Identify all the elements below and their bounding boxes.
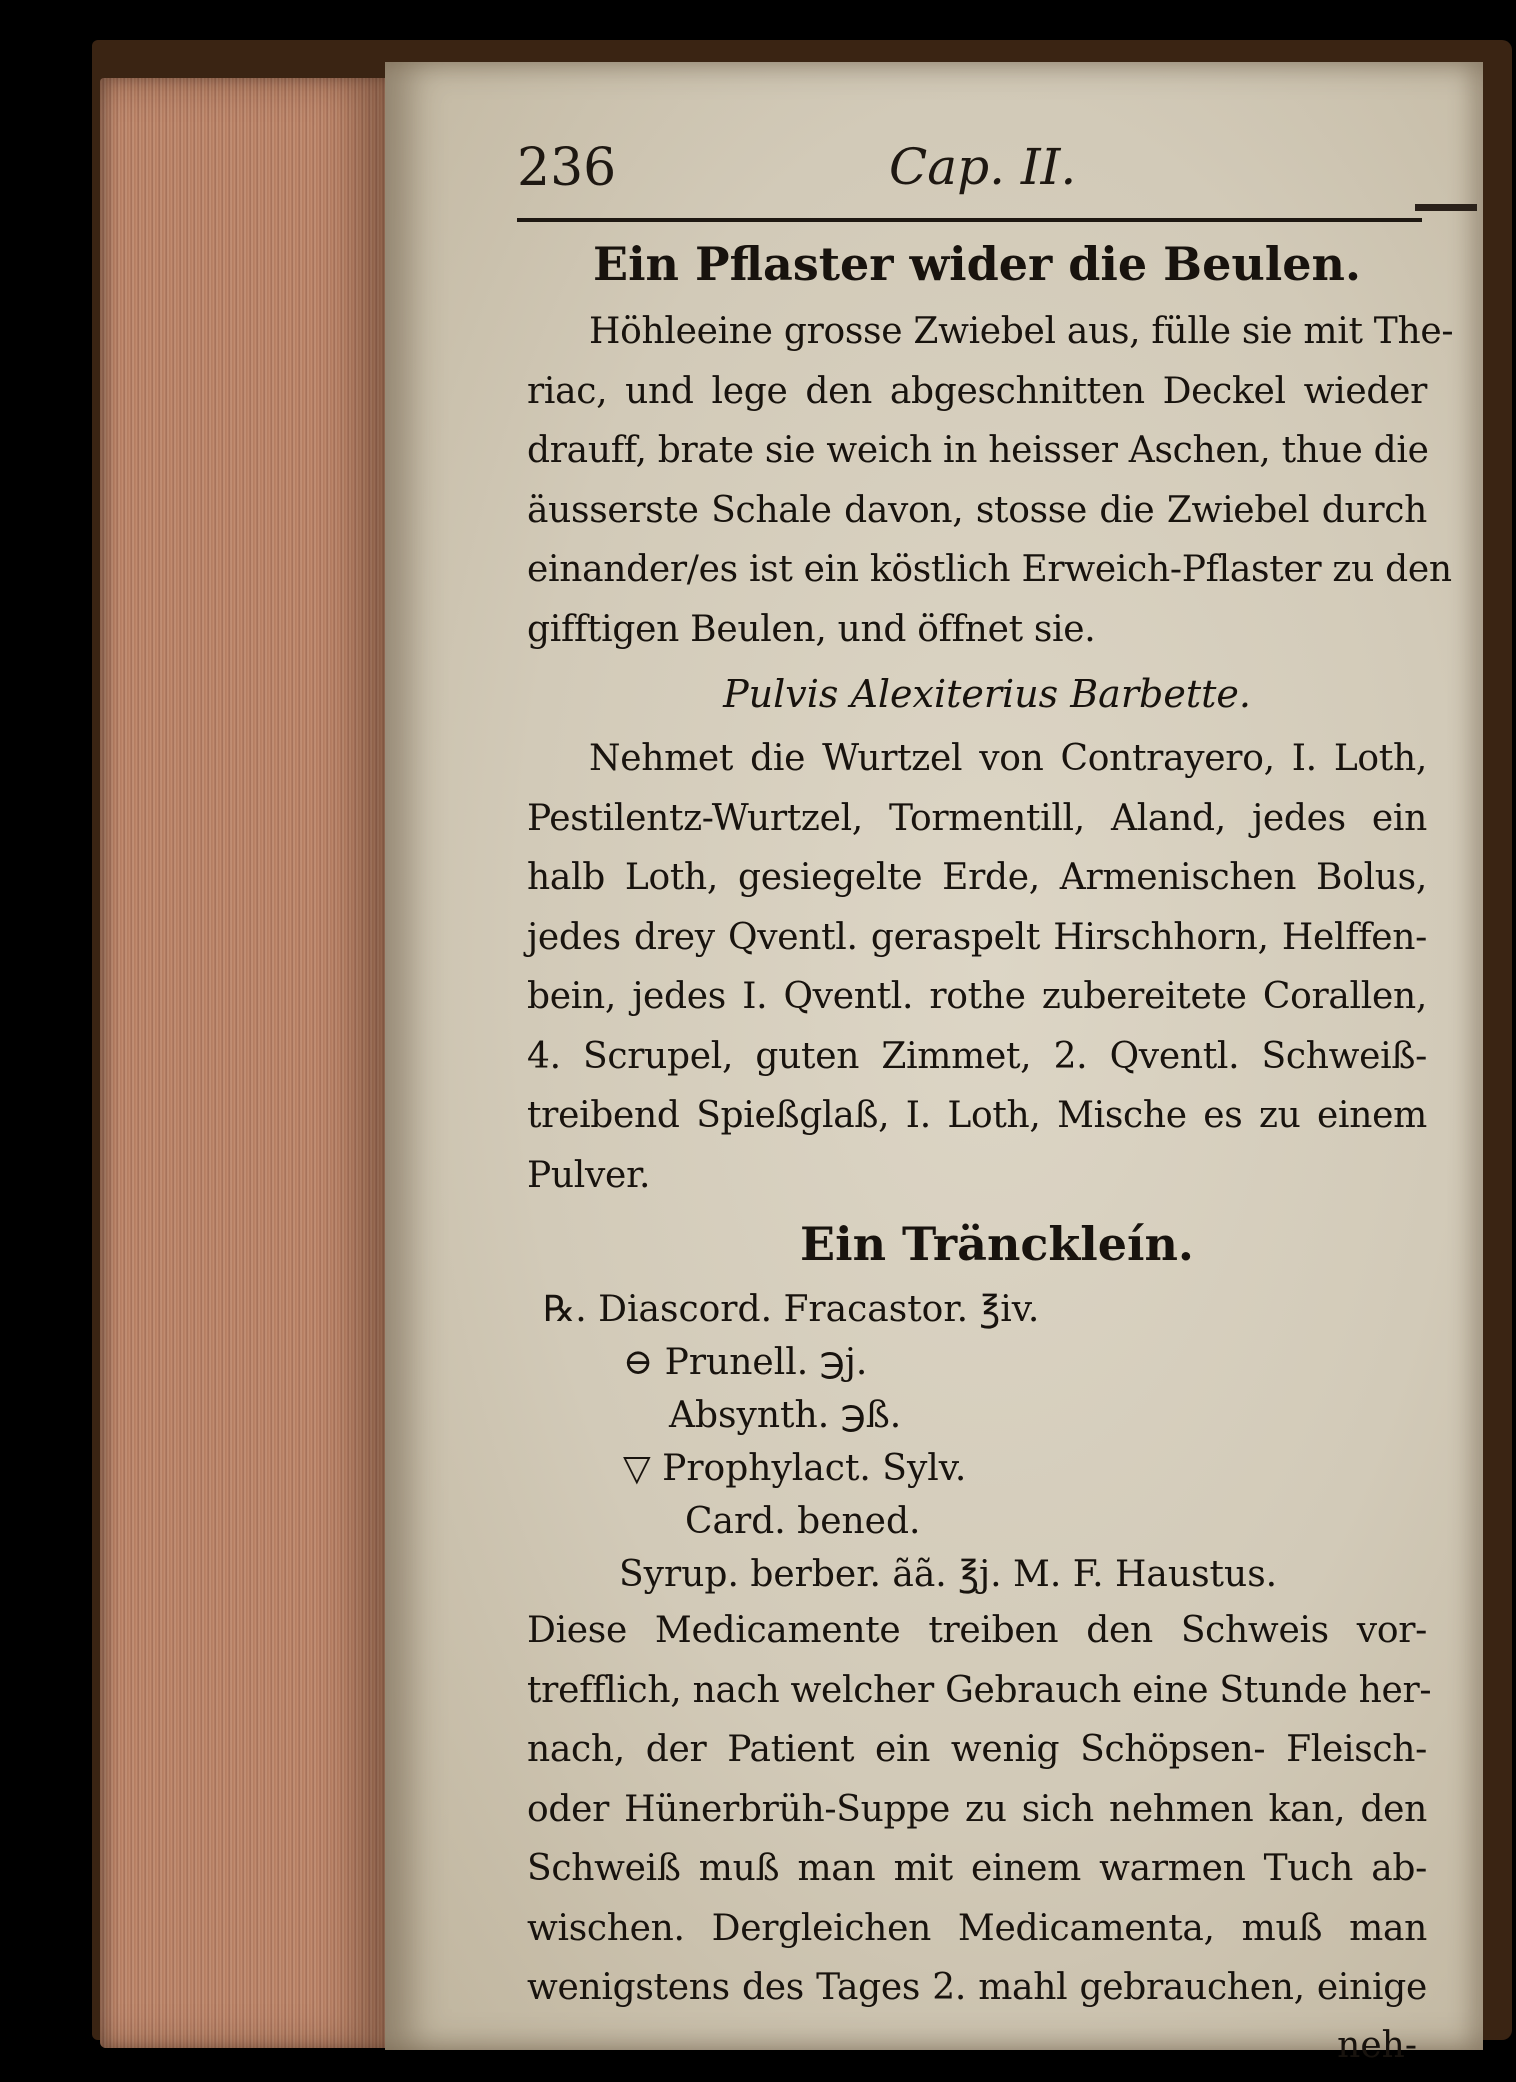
text-line: bein, jedes I. Qventl. rothe zubereitete Corallen,	[527, 976, 1427, 1017]
recipe-line: ▽ Prophylact. Sylv.	[623, 1448, 967, 1489]
header-rule-end	[1415, 204, 1477, 211]
paragraph-draught	[527, 1601, 1432, 2018]
text-line: Pulver.	[527, 1154, 651, 1196]
recipe-line: ⊖ Prunell. ℈j.	[623, 1342, 868, 1383]
text-line: wischen. Dergleichen Medicamenta, muß man	[527, 1907, 1427, 1949]
paragraph-plaster	[527, 302, 1454, 659]
header-rule	[517, 218, 1422, 222]
page-body	[527, 232, 1454, 2074]
text-line: äusserste Schale davon, stosse die Zwiebel durch	[527, 489, 1427, 531]
text-line: treibend Spießglaß, I. Loth, Mische es zu einem	[527, 1095, 1427, 1136]
page-number: 236	[517, 138, 617, 198]
text-line: gifftigen Beulen, und öffnet sie.	[527, 608, 1096, 650]
section-title-draught: Ein Tränckleín.	[800, 1217, 1194, 1271]
page-header	[517, 138, 1417, 210]
book-page	[385, 62, 1483, 2066]
text-line: wenigstens des Tages 2. mahl gebrauchen, einige	[527, 1967, 1427, 2008]
text-line: 4. Scrupel, guten Zimmet, 2. Qventl. Schweiß-	[527, 1035, 1427, 1077]
text-line: Nehmet die Wurtzel von Contrayero, I. Loth,	[589, 738, 1427, 779]
recipe-line: ℞. Diascord. Fracastor. ℥iv.	[543, 1289, 1040, 1330]
text-line: Diese Medicamente treiben den Schweis vor-	[527, 1610, 1427, 1651]
text-line: jedes drey Qventl. geraspelt Hirschhorn, Helffen-	[527, 916, 1427, 958]
text-line: trefflich, nach welcher Gebrauch eine Stunde her-	[527, 1669, 1432, 1711]
recipe-line: Absynth. ℈ß.	[669, 1395, 902, 1436]
text-line: Schweiß muß man mit einem warmen Tuch ab-	[527, 1848, 1427, 1889]
text-line: Höhleeine grosse Zwiebel aus, fülle sie mit The-	[589, 311, 1454, 352]
text-line: halb Loth, gesiegelte Erde, Armenischen Bolus,	[527, 857, 1427, 898]
page-edges	[100, 78, 390, 2048]
text-line: drauff, brate sie weich in heisser Aschen, thue die	[527, 430, 1429, 471]
paragraph-pulvis	[527, 729, 1427, 1205]
recipe-list	[527, 1283, 1427, 1601]
recipe-line: Card. bened.	[685, 1501, 921, 1542]
text-line: nach, der Patient ein wenig Schöpsen- Fleisch-	[527, 1729, 1427, 1770]
text-line: oder Hünerbrüh-Suppe zu sich nehmen kan, den	[527, 1788, 1427, 1830]
section-title-pulvis: Pulvis Alexiterius Barbette.	[723, 672, 1251, 716]
text-line: riac, und lege den abgeschnitten Deckel wieder	[527, 370, 1427, 412]
text-line: Pestilentz-Wurtzel, Tormentill, Aland, jedes ein	[527, 797, 1427, 839]
text-line: einander/es ist ein köstlich Erweich-Pflaster zu den	[527, 549, 1452, 590]
catchword: neh-	[1337, 2024, 1417, 2066]
section-title-plaster: Ein Pflaster wider die Beulen.	[593, 237, 1361, 291]
running-head: Cap. II.	[889, 138, 1077, 196]
recipe-line: Syrup. berber. ãã. ℥j. M. F. Haustus.	[619, 1554, 1278, 1595]
